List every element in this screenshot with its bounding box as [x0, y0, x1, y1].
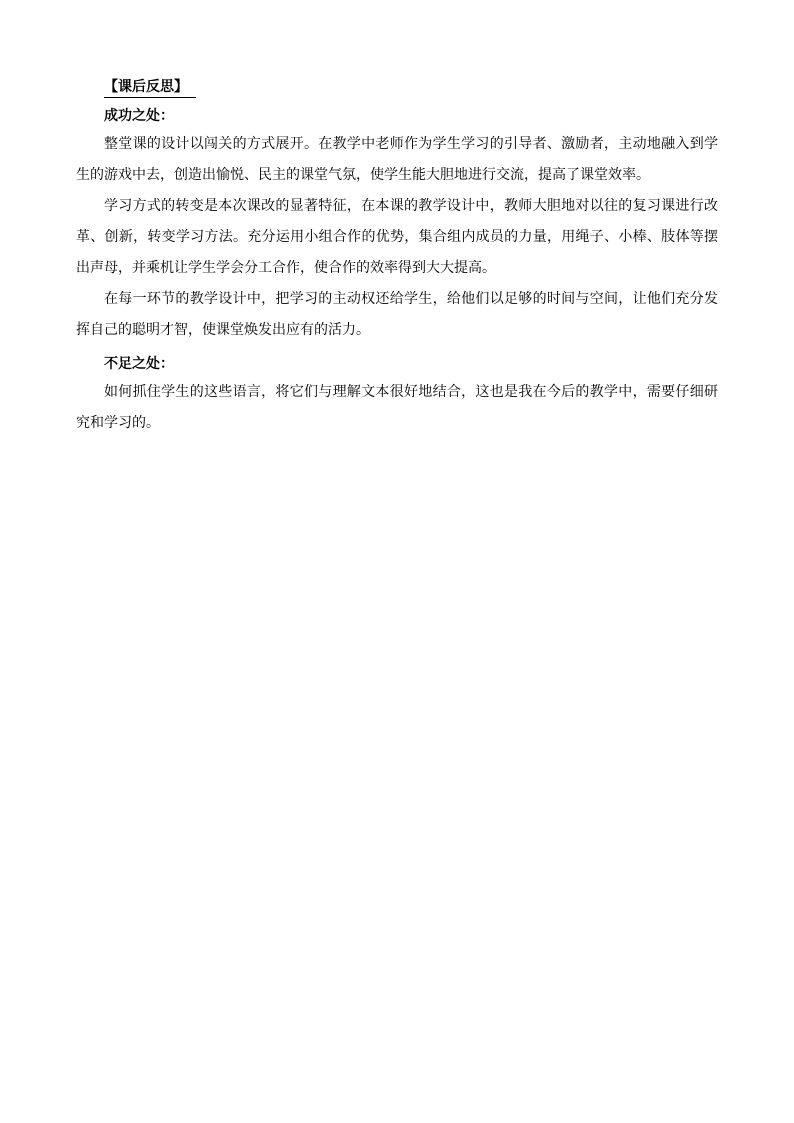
paragraph-success-1: 整堂课的设计以闯关的方式展开。在教学中老师作为学生学习的引导者、激励者，主动地融入到学生的游戏中去，创造出愉悦、民主的课堂气氛，使学生能大胆地进行交流，提高了课堂效率。: [76, 136, 718, 183]
paragraph-shortcoming-1: 如何抓住学生的这些语言，将它们与理解文本很好地结合，这也是我在今后的教学中，需要仔细研究和学习的。: [76, 384, 718, 431]
paragraph-success-2: 学习方式的转变是本次课改的显著特征，在本课的教学设计中，教师大胆地对以往的复习课进行改革、创新，转变学习方法。充分运用小组合作的优势，集合组内成员的力量，用绳子、小棒、肢体等摆出声母，并乘机让学生学会分工合作，使合作的效率得到大大提高。: [76, 198, 718, 276]
paragraph-success-3: 在每一环节的教学设计中，把学习的主动权还给学生，给他们以足够的时间与空间，让他们充分发挥自己的聪明才智，使课堂焕发出应有的活力。: [76, 291, 718, 338]
section-title: 【课后反思】: [104, 77, 196, 98]
success-heading: 成功之处：: [104, 108, 174, 124]
shortcoming-heading: 不足之处：: [104, 356, 174, 372]
document-body: [76, 76, 718, 439]
